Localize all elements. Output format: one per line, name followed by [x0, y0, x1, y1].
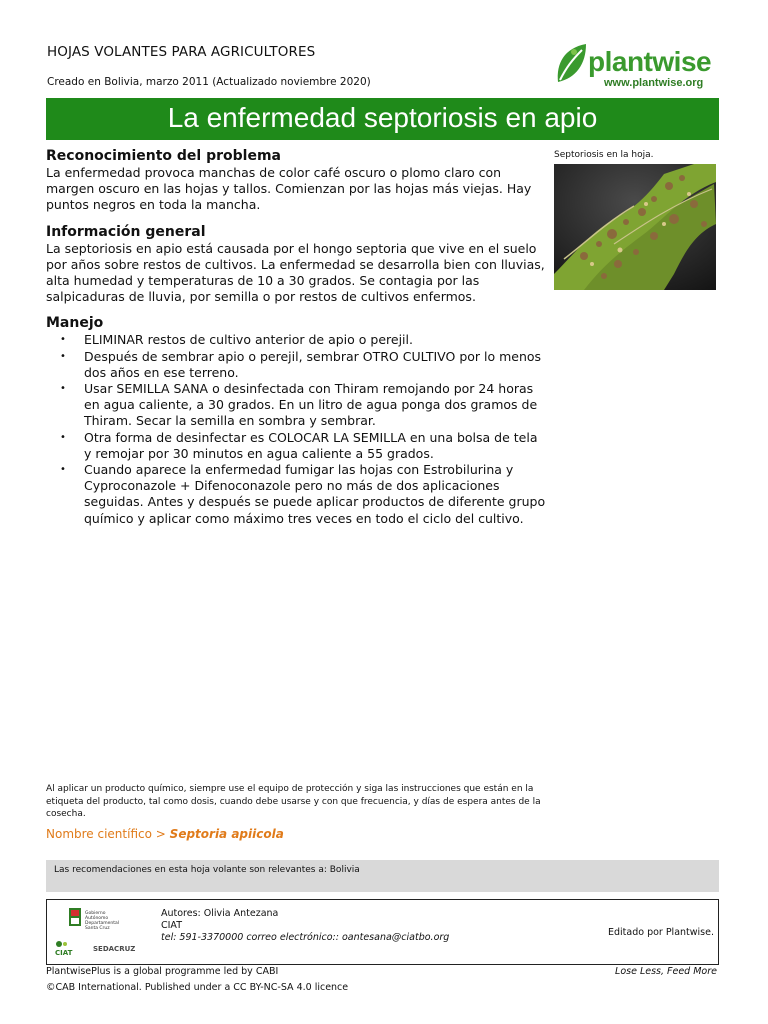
- copyright-text: ©CAB International. Published under a CC BY-NC-SA 4.0 licence: [46, 982, 349, 993]
- logo-url[interactable]: www.plantwise.org: [604, 77, 704, 89]
- authors-block: [161, 908, 449, 944]
- list-item: • Otra forma de desinfectar es COLOCAR LA SEMILLA en una bolsa de tela y remojar por 30 minutos en agua caliente a 55 grados.: [84, 430, 546, 462]
- scientific-arrow: >: [155, 827, 166, 841]
- recognition-text: La enfermedad provoca manchas de color café oscuro o plomo claro con margen oscuro en las hojas y tallos. Comienzan por las hojas más viejas. Hay puntos negros en toda la mancha.: [46, 165, 532, 213]
- programme-text: PlantwisePlus is a global programme led by CABI: [46, 966, 279, 977]
- plantwise-logo[interactable]: [554, 42, 724, 92]
- footer-box: [46, 899, 719, 965]
- list-item: • Después de sembrar apio o perejil, sembrar OTRO CULTIVO por lo menos dos años en ese terreno.: [84, 349, 546, 381]
- safety-notice: Al aplicar un producto químico, siempre use el equipo de protección y siga las instrucciones que están en la etiqueta del producto, tal como dosis, cuando debe usarse y con que frecuencia, y días de espera antes de la cosecha.: [46, 784, 541, 819]
- created-date: Creado en Bolivia, marzo 2011 (Actualizado noviembre 2020): [47, 76, 371, 88]
- authors-line: Autores: Olivia Antezana: [161, 908, 279, 919]
- title-bar: [46, 98, 719, 140]
- recognition-heading: Reconocimiento del problema: [46, 148, 281, 164]
- svg-text:SEDACRUZ: SEDACRUZ: [93, 945, 136, 953]
- relevance-box: [46, 860, 719, 892]
- partner-logos: [53, 906, 153, 956]
- logo-wordmark: plantwise: [588, 46, 712, 77]
- general-text: La septoriosis en apio está causada por el hongo septoria que vive en el suelo por años sobre restos de cultivos. La enfermedad se desarrolla bien con lluvias, alta humedad y temperaturas de 10 a 30 grados. Se contagia por las salpicaduras de lluvia, por semilla o por restos de cultivos enfermos.: [46, 240, 545, 305]
- general-heading: Información general: [46, 223, 206, 240]
- svg-text:GobiernoAutónomoDepartamentalS: Gobierno Autónomo Departamental Santa Cruz: [85, 911, 119, 931]
- list-item: • Usar SEMILLA SANA o desinfectada con Thiram remojando por 24 horas en agua caliente, a 30 grados. En un litro de agua ponga dos gramos de Thiram. Secar la semilla en sombra y sembrar.: [84, 381, 546, 430]
- svg-text:CIAT: CIAT: [55, 949, 73, 957]
- scientific-species: Septoria apiicola: [169, 827, 284, 841]
- relevance-text: Las recomendaciones en esta hoja volante son relevantes a: Bolivia: [54, 865, 360, 875]
- main-content: [46, 148, 546, 527]
- management-heading: Manejo: [46, 315, 104, 332]
- scientific-name: [46, 827, 284, 841]
- page-title: La enfermedad septoriosis en apio: [167, 102, 598, 133]
- edited-by: Editado por Plantwise.: [607, 927, 714, 938]
- contact-line[interactable]: tel: 591-3370000 correo electrónico:: oantesana@ciatbo.org: [161, 932, 450, 943]
- list-item: • Cuando aparece la enfermedad fumigar las hojas con Estrobilurina y Cyproconazole + Difenoconazole pero no más de dos aplicaciones seguidas. Antes y después se puede aplicar productos de diferente grupo químico y aplicar como máximo tres veces en todo el ciclo del cultivo.: [84, 462, 546, 527]
- tagline: Lose Less, Feed More: [615, 966, 717, 977]
- list-item: • ELIMINAR restos de cultivo anterior de apio o perejil.: [84, 332, 546, 348]
- management-list: [46, 332, 546, 526]
- scientific-label: Nombre científico: [46, 827, 152, 841]
- leaf-icon: [554, 42, 590, 86]
- photo-caption: Septoriosis en la hoja.: [554, 150, 654, 160]
- series-label: HOJAS VOLANTES PARA AGRICULTORES: [47, 44, 316, 60]
- leaf-photo: [554, 164, 716, 290]
- org-line: CIAT: [161, 920, 182, 931]
